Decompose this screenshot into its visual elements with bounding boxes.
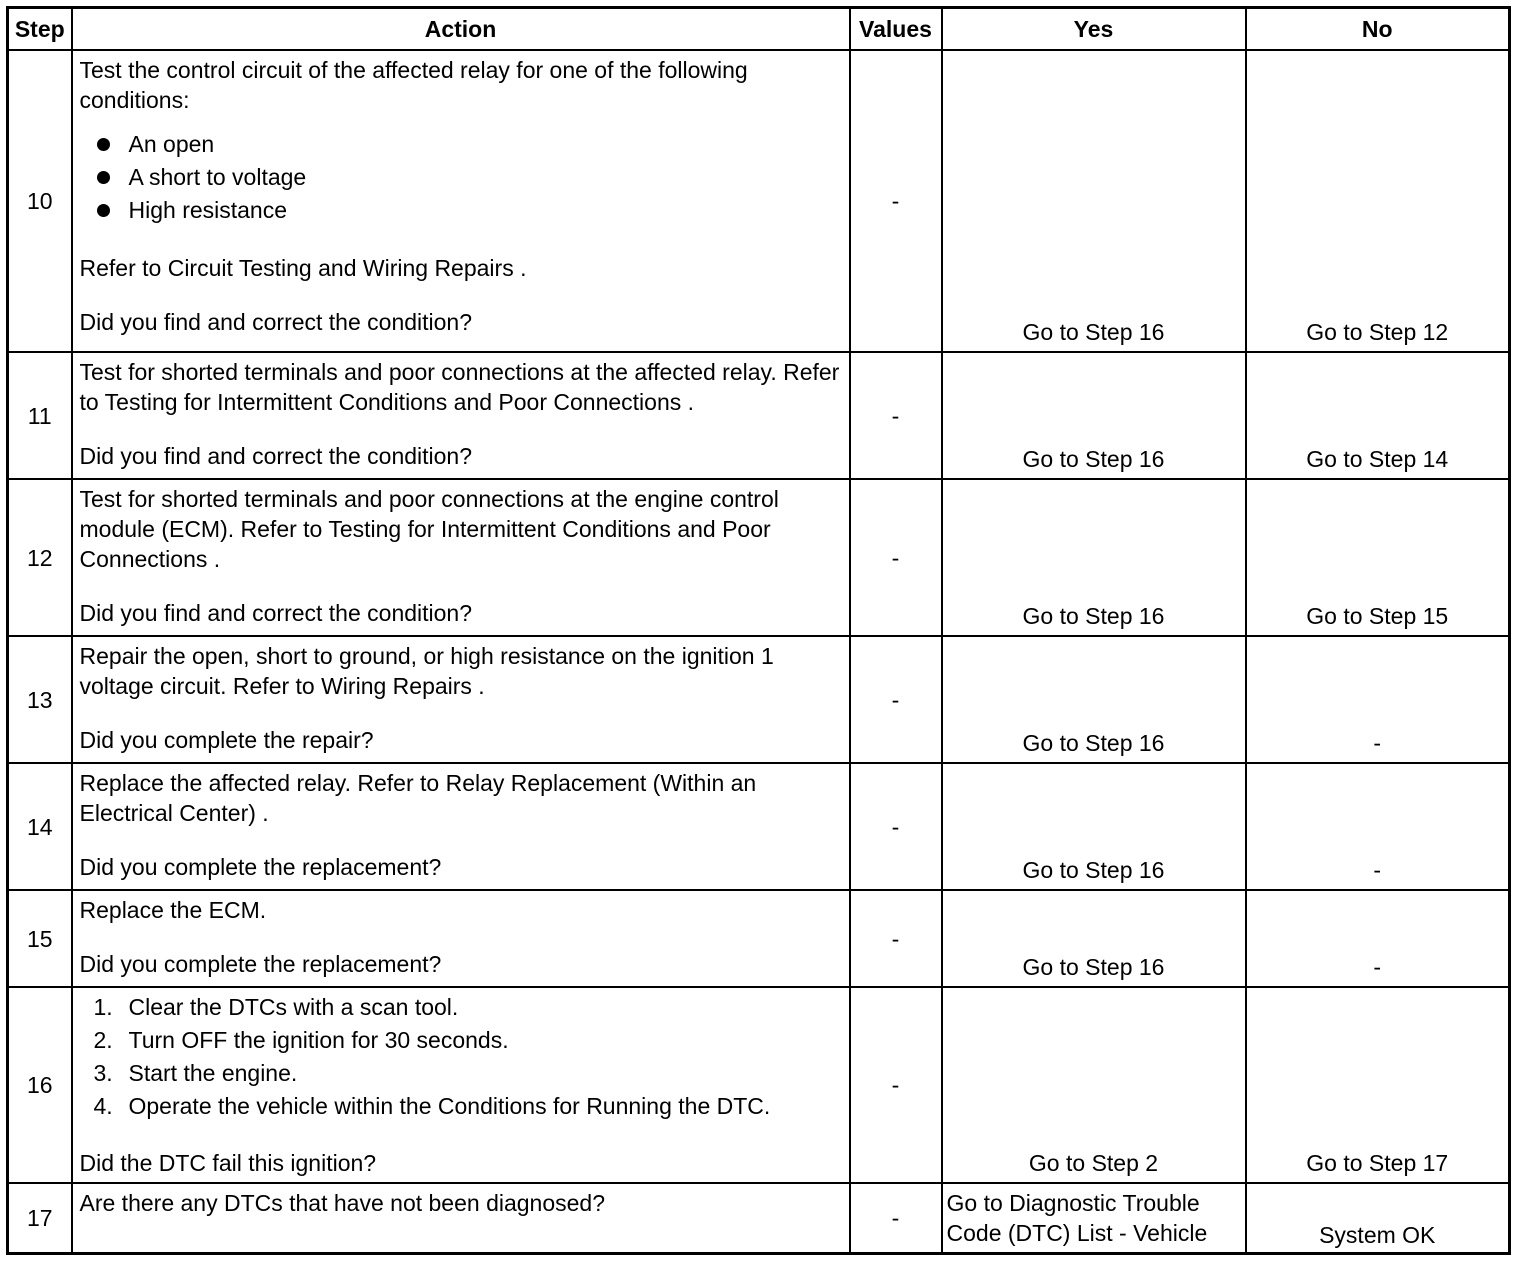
action-cell [72,479,850,636]
step-number: 14 [8,763,72,890]
no-cell: - [1246,763,1510,890]
no-cell: - [1246,890,1510,987]
yes-cell: Go to Step 16 [942,636,1246,763]
step-number: 11 [8,352,72,479]
table-row [8,890,1510,987]
action-question: Did you complete the replacement? [79,951,442,977]
list-text: Turn OFF the ignition for 30 seconds. [128,1027,509,1053]
values-cell: - [850,352,942,479]
bullet-text: High resistance [128,197,288,223]
list-text: Start the engine. [128,1060,298,1086]
values-cell: - [850,50,942,352]
list-text: Operate the vehicle within the Conditions for Running the DTC. [128,1093,771,1119]
bullet-item [80,129,843,162]
yes-cell: Go to Diagnostic Trouble Code (DTC) List - Vehicle [942,1183,1246,1253]
step-number: 12 [8,479,72,636]
no-cell: Go to Step 12 [1246,50,1510,352]
no-cell: Go to Step 17 [1246,987,1510,1183]
bullet-item [80,195,843,228]
step-number: 13 [8,636,72,763]
list-number: 2. [93,1027,113,1053]
action-question: Did the DTC fail this ignition? [79,1150,377,1176]
list-item [80,1025,843,1058]
no-cell: Go to Step 15 [1246,479,1510,636]
bullet-icon [97,171,110,184]
action-text: Replace the ECM. [79,897,267,923]
bullet-item [80,162,843,195]
step-number: 17 [8,1183,72,1253]
values-cell: - [850,479,942,636]
bullet-text: An open [128,131,215,157]
yes-cell: Go to Step 16 [942,479,1246,636]
yes-cell: Go to Step 16 [942,352,1246,479]
header-action: Action [72,8,850,51]
bullet-icon [97,138,110,151]
bullet-icon [97,204,110,217]
step-number: 15 [8,890,72,987]
no-cell: - [1246,636,1510,763]
action-cell [72,50,850,352]
list-item [80,1091,843,1124]
list-number: 3. [93,1060,113,1086]
table-row [8,50,1510,352]
action-question: Did you find and correct the condition? [79,443,473,469]
header-step: Step [8,8,72,51]
header-values: Values [850,8,942,51]
bullet-list [80,129,843,228]
action-question: Did you find and correct the condition? [79,309,473,335]
no-cell: Go to Step 14 [1246,352,1510,479]
action-cell [72,1183,850,1253]
header-no: No [1246,8,1510,51]
action-cell [72,987,850,1183]
diagnostic-table [6,6,1511,1255]
bullet-text: A short to voltage [128,164,307,190]
list-item [80,992,843,1025]
no-cell: System OK [1246,1183,1510,1253]
action-text: Replace the affected relay. Refer to Relay Replacement (Within an Electrical Center) . [79,770,757,826]
action-question: Did you complete the replacement? [79,854,442,880]
action-cell [72,352,850,479]
values-cell: - [850,890,942,987]
list-number: 1. [93,994,113,1020]
action-text: Test for shorted terminals and poor connections at the affected relay. Refer to Testing for Intermittent Conditions and Poor Connections . [79,359,840,415]
action-cell [72,890,850,987]
table-row [8,352,1510,479]
values-cell: - [850,1183,942,1253]
header-yes: Yes [942,8,1246,51]
action-cell [72,636,850,763]
action-reference: Refer to Circuit Testing and Wiring Repairs . [79,255,527,281]
values-cell: - [850,763,942,890]
table-row [8,1183,1510,1253]
table-row [8,987,1510,1183]
action-question: Are there any DTCs that have not been diagnosed? [79,1190,606,1216]
yes-cell: Go to Step 2 [942,987,1246,1183]
action-text: Test the control circuit of the affected relay for one of the following conditions: [79,57,748,113]
numbered-list [80,992,843,1124]
list-text: Clear the DTCs with a scan tool. [128,994,459,1020]
action-cell [72,763,850,890]
yes-cell: Go to Step 16 [942,890,1246,987]
table-row [8,763,1510,890]
table-row [8,636,1510,763]
yes-cell: Go to Step 16 [942,763,1246,890]
values-cell: - [850,987,942,1183]
action-text: Test for shorted terminals and poor connections at the engine control module (ECM). Refer to Testing for Intermittent Conditions and Poor Connections . [79,486,779,572]
action-text: Repair the open, short to ground, or high resistance on the ignition 1 voltage circuit. Refer to Wiring Repairs . [79,643,774,699]
table-row [8,479,1510,636]
step-number: 10 [8,50,72,352]
step-number: 16 [8,987,72,1183]
list-item [80,1058,843,1091]
yes-cell: Go to Step 16 [942,50,1246,352]
header-row [8,8,1510,51]
diagnostic-table-container [6,6,1511,1255]
values-cell: - [850,636,942,763]
list-number: 4. [93,1093,113,1119]
action-question: Did you complete the repair? [79,727,374,753]
action-question: Did you find and correct the condition? [79,600,473,626]
